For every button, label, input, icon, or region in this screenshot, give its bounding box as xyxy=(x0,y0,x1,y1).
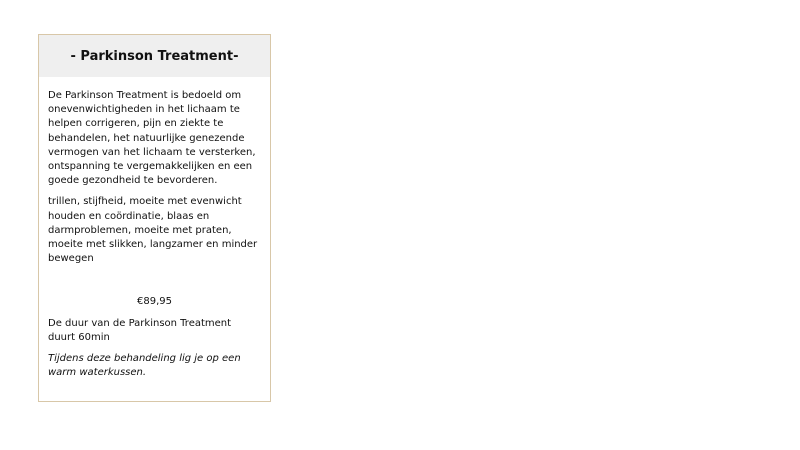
treatment-note: Tijdens deze behandeling lig je op een warm waterkussen. xyxy=(48,353,241,379)
treatment-duration: De duur van de Parkinson Treatment duurt 60min xyxy=(48,317,232,343)
card-body xyxy=(39,77,270,380)
spacer xyxy=(48,273,261,295)
treatment-symptoms: trillen, stijfheid, moeite met evenwicht houden en coördinatie, blaas en darmproblemen, moeite met praten, moeite met slikken, langzamer en minder bewegen xyxy=(48,196,258,265)
treatment-card xyxy=(38,34,271,402)
treatment-description: De Parkinson Treatment is bedoeld om onevenwichtigheden in het lichaam te helpen corrigeren, pijn en ziekte te behandelen, het natuurlijke genezende vermogen van het lichaam te versterken, ontspanning te vergemakkelijken en een goede gezondheid te bevorderen. xyxy=(48,90,256,187)
card-title: - Parkinson Treatment- xyxy=(39,35,270,77)
treatment-price: €89,95 xyxy=(137,296,172,308)
